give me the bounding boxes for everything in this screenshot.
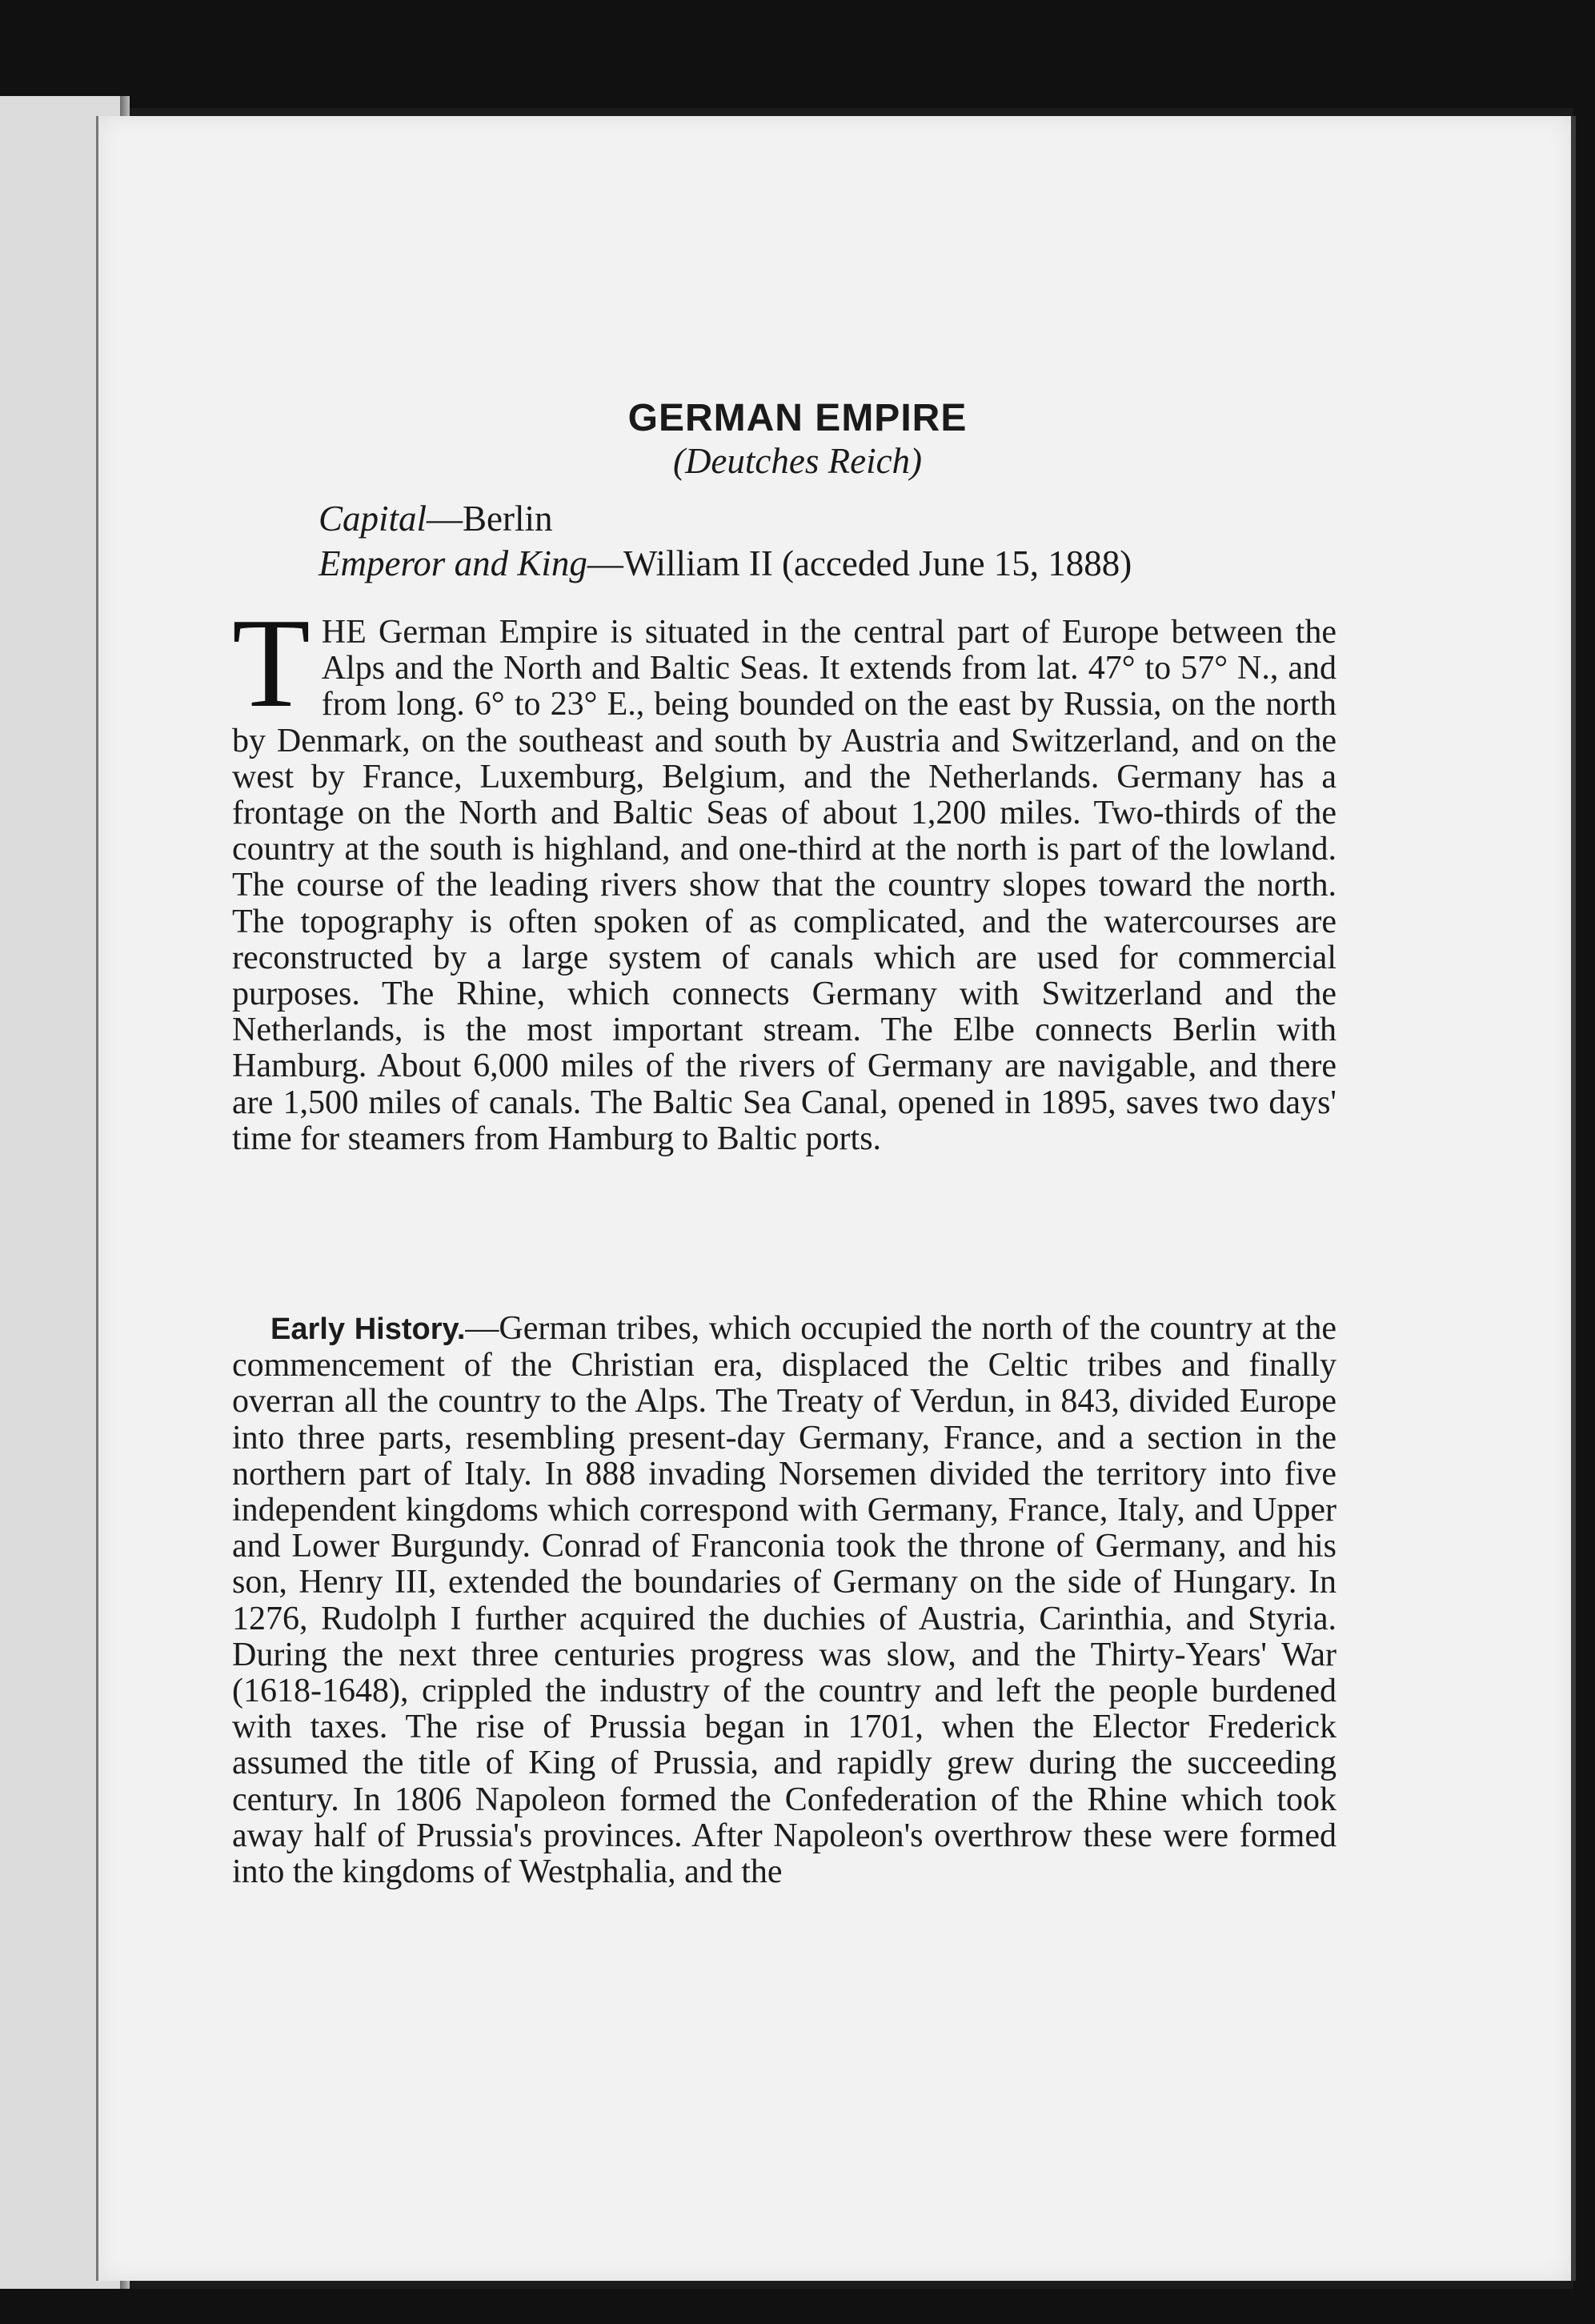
page-subtitle: (Deutches Reich) (672, 441, 923, 481)
intro-paragraph-text: HE German Empire is situated in the central part of Europe between the Alps and the North and Baltic Seas. It extends from lat. 47° to 57° N., and from long. 6° to 23° E., being bounded on the east by Russia, on the north by Denmark, on the southeast and south by Austria and Switzerland, and on the west by France, Luxemburg, Belgium, and the Netherlands. Germany has a frontage on the North and Baltic Seas of about 1,200 miles. Two-thirds of the country at the south is highland, and one-third at the north is part of the lowland. The course of the leading rivers show that the country slopes toward the north. The topography is often spoken of as complicated, and the watercourses are reconstructed by a large system of canals which are used for commercial purposes. The Rhine, which connects Germany with Switzerland and the Netherlands, is the most important stream. The Elbe connects Berlin with Hamburg. About 6,000 miles of the rivers of Germany are navigable, and there are 1,500 miles of canals. The Baltic Sea Canal, opened in 1895, saves two days' time for steamers from Hamburg to Baltic ports. (232, 614, 1337, 1157)
emperor-line (319, 543, 1132, 584)
page-title: GERMAN EMPIRE (627, 397, 968, 439)
early-history-heading: Early History. (271, 1312, 466, 1346)
early-history-paragraph (232, 1311, 1337, 1890)
scan-top-border (0, 0, 1595, 108)
scan-bottom-border (0, 2289, 1595, 2324)
capital-label: Capital (319, 499, 427, 539)
drop-cap: T (232, 591, 311, 734)
intro-paragraph (232, 591, 1337, 1157)
capital-line (319, 498, 553, 539)
early-history-text: —German tribes, which occupied the north of the country at the commencement of the Christian era, displaced the Celtic tribes and finally overran all the country to the Alps. The Treaty of Verdun, in 843, divided Europe into three parts, resembling present-day Germany, France, and a section in the northern part of Italy. In 888 invading Norsemen divided the territory into five independent kingdoms which correspond with Germany, France, Italy, and Upper and Lower Burgundy. Conrad of Franconia took the throne of Germany, and his son, Henry III, extended the boundaries of Germany on the side of Hungary. In 1276, Rudolph I further acquired the duchies of Austria, Carinthia, and Styria. During the next three centuries progress was slow, and the Thirty-Years' War (1618-1648), crippled the industry of the country and left the people burdened with taxes. The rise of Prussia began in 1701, when the Elector Frederick assumed the title of King of Prussia, and rapidly grew during the succeeding century. In 1806 Napoleon formed the Confederation of the Rhine which took away half of Prussia's provinces. After Napoleon's overthrow these were formed into the kingdoms of Westphalia, and the (232, 1310, 1337, 1891)
emperor-value: —William II (acceded June 15, 1888) (587, 543, 1132, 583)
capital-value: —Berlin (427, 499, 553, 539)
emperor-label: Emperor and King (319, 543, 587, 583)
